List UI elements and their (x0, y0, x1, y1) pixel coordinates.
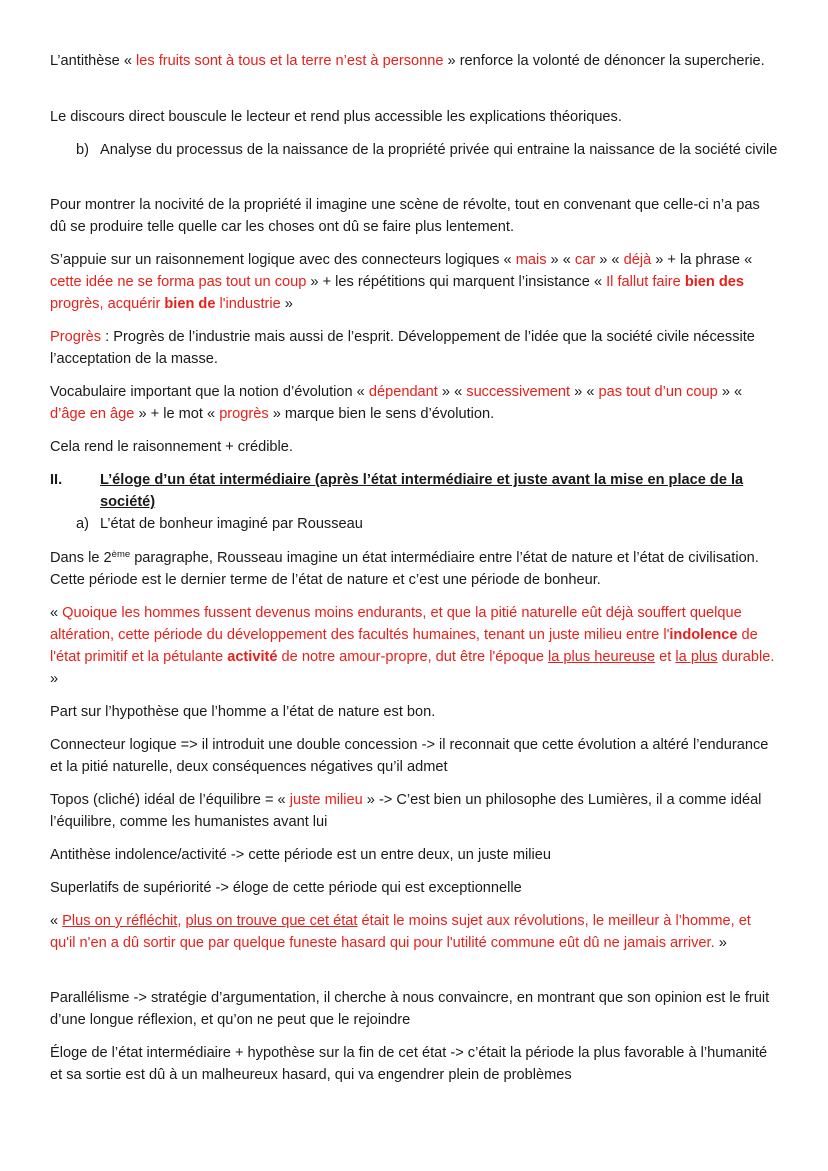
paragraph-discours-direct: Le discours direct bouscule le lecteur et rend plus accessible les explications théoriques. (50, 109, 622, 125)
section-heading-ii (50, 469, 800, 513)
paragraph-vocabulaire: Vocabulaire important que la notion d’évolution « dépendant » « successivement » « pas tout d’un coup » « d’âge en âge » + le mot « progrès » marque bien le sens d’évolution. (50, 384, 743, 422)
quote-fruits: les fruits sont à tous et la terre n’est à personne (136, 53, 444, 69)
paragraph-antithese: L’antithèse « les fruits sont à tous et la terre n’est à personne » renforce la volonté de dénoncer la supercherie. (50, 53, 765, 69)
paragraph-hypothese: Part sur l’hypothèse que l’homme a l’état de nature est bon. (50, 704, 436, 720)
paragraph-credible: Cela rend le raisonnement + crédible. (50, 439, 293, 455)
quote-rousseau-1: « Quoique les hommes fussent devenus moins endurants, et que la pitié naturelle eût déjà souffert quelque altération, cette période du développement des facultés humaines, tenant un juste milieu entre l'indolence de l'état primitif et la pétulante activité de notre amour-propre, dut être l'époque la plus heureuse et la plus durable. » (50, 605, 775, 687)
paragraph-parallelisme: Parallélisme -> stratégie d’argumentation, il cherche à nous convaincre, en montrant que son opinion est le fruit d’une longue réflexion, et qu’on ne peut que le rejoindre (50, 990, 770, 1028)
subheading-marker: a) (76, 516, 89, 532)
section-title: L’éloge d’un état intermédiaire (après l’état intermédiaire et juste avant la mise en place de la société) (100, 472, 744, 510)
paragraph-nocivite: Pour montrer la nocivité de la propriété il imagine une scène de révolte, tout en convenant que celle-ci n’a pas dû se produire telle quelle car les choses ont dû se faire plus lentement. (50, 197, 760, 235)
paragraph-eloge: Éloge de l’état intermédiaire + hypothèse sur la fin de cet état -> c’était la période la plus favorable à l’humanité et sa sortie est dû à un malheureux hasard, qui va engendrer plein de problèmes (50, 1045, 768, 1083)
paragraph-connecteur-logique: Connecteur logique => il introduit une double concession -> il reconnait que cette évolution a altéré l’endurance et la pitié naturelle, deux conséquences négatives qu’il admet (50, 737, 769, 775)
paragraph-progres: Progrès : Progrès de l’industrie mais aussi de l’esprit. Développement de l’idée que la société civile nécessite l’acceptation de la masse. (50, 329, 755, 367)
subheading-a: a) L’état de bonheur imaginé par Rousseau (50, 513, 812, 535)
paragraph-superlatifs: Superlatifs de supériorité -> éloge de cette période qui est exceptionnelle (50, 880, 522, 896)
paragraph-topos: Topos (cliché) idéal de l’équilibre = « juste milieu » -> C’est bien un philosophe des Lumières, il a comme idéal l’équilibre, comme les humanistes avant lui (50, 792, 762, 830)
paragraph-deuxieme: Dans le 2ème paragraphe, Rousseau imagine un état intermédiaire entre l’état de nature et l’état de civilisation. Cette période est le dernier terme de l’état de nature et c’est une période de bonheur. (50, 549, 759, 588)
quote-rousseau-2: « Plus on y réfléchit, plus on trouve que cet état était le moins sujet aux révolutions, le meilleur à l’homme, et qu'il n'en a dû sortir que par quelque funeste hasard qui pour l'utilité commune eût dû ne jamais arriver. » (50, 913, 751, 951)
section-marker: II. (50, 472, 63, 488)
paragraph-antithese-indolence: Antithèse indolence/activité -> cette période est un entre deux, un juste milieu (50, 847, 551, 863)
subheading-b: b) Analyse du processus de la naissance de la propriété privée qui entraine la naissance de la société civile (50, 139, 812, 161)
paragraph-connecteurs: S’appuie sur un raisonnement logique avec des connecteurs logiques « mais » « car » « déjà » + la phrase « cette idée ne se forma pas tout un coup » + les répétitions qui marquent l’insistance « Il fallut faire bien des progrès, acquérir bien de l'industrie » (50, 252, 753, 312)
subheading-marker: b) (76, 142, 89, 158)
